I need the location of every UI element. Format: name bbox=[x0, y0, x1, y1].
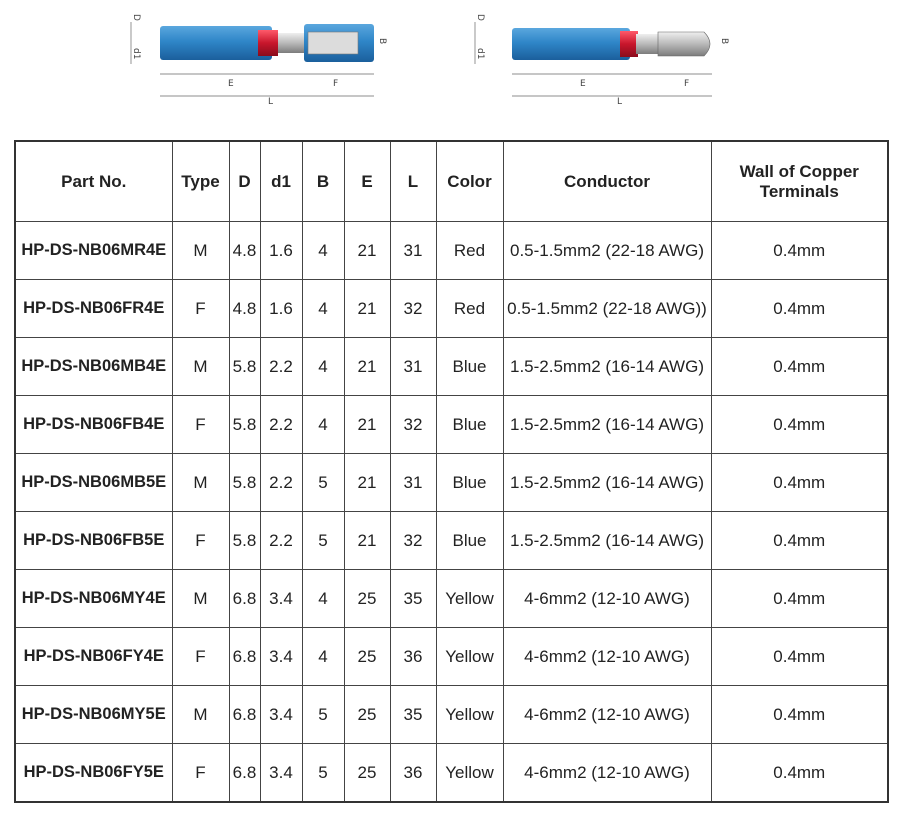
header-type: Type bbox=[172, 141, 229, 222]
b-cell: 5 bbox=[302, 686, 344, 744]
dim-label-b: B bbox=[719, 38, 729, 45]
e-cell: 21 bbox=[344, 338, 390, 396]
part-no-cell: HP-DS-NB06MY5E bbox=[15, 686, 172, 744]
wall-cell: 0.4mm bbox=[711, 280, 888, 338]
d1-cell: 3.4 bbox=[260, 628, 302, 686]
e-cell: 21 bbox=[344, 222, 390, 280]
female-connector-diagram bbox=[128, 0, 398, 105]
dim-label-d1: d1 bbox=[131, 48, 141, 60]
color-cell: Yellow bbox=[436, 686, 503, 744]
type-cell: M bbox=[172, 454, 229, 512]
dim-label-f: F bbox=[333, 79, 339, 89]
d-cell: 4.8 bbox=[229, 222, 260, 280]
header-color: Color bbox=[436, 141, 503, 222]
dim-label-f: F bbox=[684, 79, 690, 89]
part-no-cell: HP-DS-NB06FY5E bbox=[15, 744, 172, 803]
l-cell: 32 bbox=[390, 280, 436, 338]
table-row bbox=[15, 570, 888, 628]
dim-label-b: B bbox=[377, 38, 387, 45]
conductor-cell: 4-6mm2 (12-10 AWG) bbox=[503, 686, 711, 744]
conductor-cell: 4-6mm2 (12-10 AWG) bbox=[503, 628, 711, 686]
l-cell: 35 bbox=[390, 570, 436, 628]
header-row bbox=[15, 141, 888, 222]
e-cell: 25 bbox=[344, 686, 390, 744]
dim-label-e: E bbox=[580, 79, 586, 89]
dim-label-d1: d1 bbox=[475, 48, 485, 60]
l-cell: 31 bbox=[390, 454, 436, 512]
d-cell: 6.8 bbox=[229, 686, 260, 744]
d-cell: 6.8 bbox=[229, 570, 260, 628]
wall-cell: 0.4mm bbox=[711, 338, 888, 396]
header-d: D bbox=[229, 141, 260, 222]
dim-label-d: D bbox=[475, 14, 485, 21]
insulation-sleeve bbox=[160, 26, 272, 60]
l-cell: 31 bbox=[390, 338, 436, 396]
b-cell: 5 bbox=[302, 454, 344, 512]
l-cell: 32 bbox=[390, 512, 436, 570]
color-cell: Red bbox=[436, 280, 503, 338]
conductor-cell: 1.5-2.5mm2 (16-14 AWG) bbox=[503, 512, 711, 570]
d-cell: 6.8 bbox=[229, 628, 260, 686]
header-b: B bbox=[302, 141, 344, 222]
b-cell: 5 bbox=[302, 744, 344, 803]
crimp-barrel bbox=[258, 30, 278, 56]
male-connector-drawing bbox=[472, 0, 732, 105]
color-cell: Red bbox=[436, 222, 503, 280]
b-cell: 4 bbox=[302, 570, 344, 628]
d1-cell: 1.6 bbox=[260, 222, 302, 280]
b-cell: 4 bbox=[302, 338, 344, 396]
d-cell: 5.8 bbox=[229, 512, 260, 570]
d-cell: 5.8 bbox=[229, 338, 260, 396]
metal-barrel bbox=[278, 33, 308, 53]
type-cell: F bbox=[172, 280, 229, 338]
header-d1: d1 bbox=[260, 141, 302, 222]
l-cell: 35 bbox=[390, 686, 436, 744]
part-no-cell: HP-DS-NB06MR4E bbox=[15, 222, 172, 280]
d1-cell: 3.4 bbox=[260, 686, 302, 744]
table-row bbox=[15, 396, 888, 454]
bullet-pin bbox=[658, 32, 710, 56]
conductor-cell: 1.5-2.5mm2 (16-14 AWG) bbox=[503, 338, 711, 396]
wall-cell: 0.4mm bbox=[711, 570, 888, 628]
table-row bbox=[15, 222, 888, 280]
table-row bbox=[15, 280, 888, 338]
color-cell: Blue bbox=[436, 512, 503, 570]
e-cell: 21 bbox=[344, 454, 390, 512]
conductor-cell: 4-6mm2 (12-10 AWG) bbox=[503, 744, 711, 803]
wall-cell: 0.4mm bbox=[711, 512, 888, 570]
insulation-sleeve bbox=[512, 28, 630, 60]
part-no-cell: HP-DS-NB06MB4E bbox=[15, 338, 172, 396]
e-cell: 21 bbox=[344, 280, 390, 338]
conductor-cell: 4-6mm2 (12-10 AWG) bbox=[503, 570, 711, 628]
d1-cell: 2.2 bbox=[260, 396, 302, 454]
header-part-no: Part No. bbox=[15, 141, 172, 222]
table-row bbox=[15, 454, 888, 512]
l-cell: 36 bbox=[390, 744, 436, 803]
d1-cell: 2.2 bbox=[260, 512, 302, 570]
b-cell: 4 bbox=[302, 396, 344, 454]
l-cell: 32 bbox=[390, 396, 436, 454]
color-cell: Blue bbox=[436, 338, 503, 396]
table-row bbox=[15, 338, 888, 396]
header-wall: Wall of Copper Terminals bbox=[711, 141, 888, 222]
e-cell: 21 bbox=[344, 512, 390, 570]
conductor-cell: 0.5-1.5mm2 (22-18 AWG)) bbox=[503, 280, 711, 338]
part-no-cell: HP-DS-NB06FB5E bbox=[15, 512, 172, 570]
type-cell: M bbox=[172, 570, 229, 628]
type-cell: F bbox=[172, 512, 229, 570]
e-cell: 25 bbox=[344, 628, 390, 686]
d-cell: 6.8 bbox=[229, 744, 260, 803]
dim-label-e: E bbox=[228, 79, 234, 89]
d1-cell: 3.4 bbox=[260, 744, 302, 803]
part-no-cell: HP-DS-NB06FY4E bbox=[15, 628, 172, 686]
color-cell: Blue bbox=[436, 454, 503, 512]
d-cell: 5.8 bbox=[229, 454, 260, 512]
part-no-cell: HP-DS-NB06FB4E bbox=[15, 396, 172, 454]
header-conductor: Conductor bbox=[503, 141, 711, 222]
header-e: E bbox=[344, 141, 390, 222]
b-cell: 5 bbox=[302, 512, 344, 570]
crimp-barrel bbox=[620, 31, 638, 57]
color-cell: Yellow bbox=[436, 744, 503, 803]
part-no-cell: HP-DS-NB06MY4E bbox=[15, 570, 172, 628]
wall-cell: 0.4mm bbox=[711, 222, 888, 280]
table-row bbox=[15, 628, 888, 686]
table-row bbox=[15, 744, 888, 803]
e-cell: 25 bbox=[344, 744, 390, 803]
type-cell: F bbox=[172, 744, 229, 803]
header-l: L bbox=[390, 141, 436, 222]
color-cell: Yellow bbox=[436, 570, 503, 628]
e-cell: 25 bbox=[344, 570, 390, 628]
table-row bbox=[15, 512, 888, 570]
wall-cell: 0.4mm bbox=[711, 686, 888, 744]
d1-cell: 3.4 bbox=[260, 570, 302, 628]
e-cell: 21 bbox=[344, 396, 390, 454]
male-connector-diagram bbox=[472, 0, 732, 105]
wall-cell: 0.4mm bbox=[711, 454, 888, 512]
wall-cell: 0.4mm bbox=[711, 628, 888, 686]
l-cell: 31 bbox=[390, 222, 436, 280]
b-cell: 4 bbox=[302, 628, 344, 686]
conductor-cell: 1.5-2.5mm2 (16-14 AWG) bbox=[503, 454, 711, 512]
d1-cell: 2.2 bbox=[260, 454, 302, 512]
type-cell: F bbox=[172, 628, 229, 686]
female-connector-drawing bbox=[128, 0, 398, 105]
color-cell: Yellow bbox=[436, 628, 503, 686]
d1-cell: 2.2 bbox=[260, 338, 302, 396]
wall-cell: 0.4mm bbox=[711, 744, 888, 803]
conductor-cell: 0.5-1.5mm2 (22-18 AWG) bbox=[503, 222, 711, 280]
color-cell: Blue bbox=[436, 396, 503, 454]
type-cell: F bbox=[172, 396, 229, 454]
part-no-cell: HP-DS-NB06FR4E bbox=[15, 280, 172, 338]
d1-cell: 1.6 bbox=[260, 280, 302, 338]
receptacle-tube bbox=[308, 32, 358, 54]
type-cell: M bbox=[172, 222, 229, 280]
l-cell: 36 bbox=[390, 628, 436, 686]
type-cell: M bbox=[172, 338, 229, 396]
dim-label-l: L bbox=[268, 97, 274, 107]
conductor-cell: 1.5-2.5mm2 (16-14 AWG) bbox=[503, 396, 711, 454]
b-cell: 4 bbox=[302, 280, 344, 338]
metal-barrel bbox=[636, 34, 658, 54]
b-cell: 4 bbox=[302, 222, 344, 280]
part-no-cell: HP-DS-NB06MB5E bbox=[15, 454, 172, 512]
d-cell: 5.8 bbox=[229, 396, 260, 454]
dim-label-l: L bbox=[617, 97, 623, 107]
dim-label-d: D bbox=[131, 14, 141, 21]
spec-table bbox=[14, 140, 889, 803]
type-cell: M bbox=[172, 686, 229, 744]
d-cell: 4.8 bbox=[229, 280, 260, 338]
wall-cell: 0.4mm bbox=[711, 396, 888, 454]
table-row bbox=[15, 686, 888, 744]
